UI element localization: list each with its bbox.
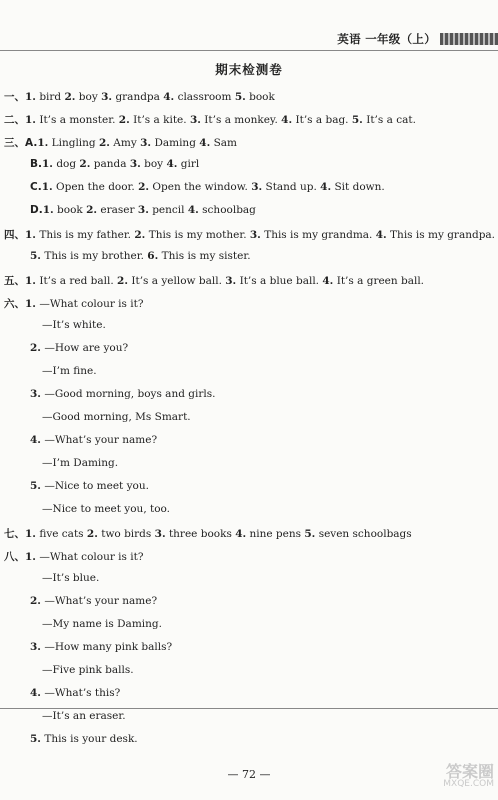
answer-line <box>42 572 494 584</box>
answer-line <box>42 664 494 676</box>
answer-line <box>4 112 494 127</box>
answer-text: It’s a monster. <box>39 114 116 126</box>
answer-text: eraser <box>100 204 135 216</box>
answer-text: three books <box>168 528 232 540</box>
question-label: 三、A. <box>4 137 38 149</box>
answer-line <box>30 342 494 354</box>
answer-text: Open the door. <box>56 181 135 193</box>
answer-text: This is my grandma. <box>264 229 373 241</box>
answer-text: —What’s this? <box>44 687 121 699</box>
item-number: 4. <box>163 91 175 103</box>
answer-text: It’s a monkey. <box>204 114 278 126</box>
answer-text: panda <box>93 158 127 170</box>
question-label: 八、 <box>4 551 25 563</box>
answer-line <box>30 388 494 400</box>
item-number: 3. <box>225 275 237 287</box>
item-number: 4. <box>30 434 41 446</box>
answer-text: —What’s your name? <box>44 434 158 446</box>
question-label: 一、 <box>4 91 25 103</box>
answer-text: nine pens <box>249 528 302 540</box>
answer-line <box>30 204 494 216</box>
answer-line <box>42 365 494 377</box>
answer-text: pencil <box>152 204 185 216</box>
answer-line <box>4 549 494 564</box>
answer-line <box>30 595 494 607</box>
item-number: 4. <box>166 158 178 170</box>
answer-text: Sit down. <box>334 181 385 193</box>
item-number: 4. <box>30 687 41 699</box>
item-number: 3. <box>137 204 149 216</box>
answer-line <box>30 687 494 699</box>
item-number: 2. <box>117 275 128 287</box>
item-number: 4. <box>281 114 293 126</box>
answer-text: This is my mother. <box>148 229 247 241</box>
item-number: 1. <box>25 298 36 310</box>
answer-text: —Good morning, boys and girls. <box>44 388 216 400</box>
watermark-logo: 答案圈 MXQE.COM <box>443 762 494 789</box>
answer-line <box>42 503 494 515</box>
answer-text: Stand up. <box>265 181 317 193</box>
item-number: 5. <box>30 733 41 745</box>
answer-text: book <box>249 91 275 103</box>
answer-text: girl <box>180 158 200 170</box>
answer-line <box>30 158 494 170</box>
answer-text: This is my father. <box>39 229 132 241</box>
answer-text: This is your desk. <box>44 733 138 745</box>
item-number: 2. <box>138 181 150 193</box>
item-number: 3. <box>251 181 263 193</box>
answer-text: grandpa <box>115 91 160 103</box>
answer-text: —What’s your name? <box>44 595 158 607</box>
answer-text: It’s a blue ball. <box>239 275 320 287</box>
answer-line <box>4 227 494 242</box>
answer-line <box>30 733 494 745</box>
item-number: 2. <box>64 91 76 103</box>
answer-text: —Nice to meet you, too. <box>42 503 171 515</box>
item-number: 2. <box>30 342 41 354</box>
answer-text: Open the window. <box>152 181 248 193</box>
answer-text: classroom <box>177 91 232 103</box>
answer-line <box>42 710 494 722</box>
answer-text: —How many pink balls? <box>44 641 173 653</box>
answer-line <box>30 181 494 193</box>
answer-text: —What colour is it? <box>39 298 144 310</box>
answer-text: This is my brother. <box>44 250 144 262</box>
answer-text: seven schoolbags <box>318 528 412 540</box>
item-number: 4. <box>322 275 334 287</box>
answer-text: It’s a bag. <box>295 114 349 126</box>
page-number: — 72 — <box>227 768 271 781</box>
item-number: 6. <box>147 250 159 262</box>
answer-text: schoolbag <box>202 204 256 216</box>
answer-text: Amy <box>113 137 137 149</box>
item-number: 4. <box>320 181 332 193</box>
answer-text: —What colour is it? <box>39 551 144 563</box>
item-number: 3. <box>140 137 152 149</box>
item-number: 5. <box>234 91 246 103</box>
answer-line <box>30 250 494 262</box>
item-number: 3. <box>154 528 166 540</box>
answer-text: It’s a kite. <box>133 114 187 126</box>
item-number: 3. <box>249 229 261 241</box>
answer-text: —It’s an eraser. <box>42 710 126 722</box>
item-number: 3. <box>30 388 41 400</box>
answer-text: —Nice to meet you. <box>44 480 149 492</box>
question-label: 七、 <box>4 528 25 540</box>
footer-rule <box>0 708 498 709</box>
answer-text: Lingling <box>51 137 96 149</box>
answer-line <box>4 89 494 104</box>
question-label: 五、 <box>4 275 25 287</box>
answer-line <box>30 480 494 492</box>
answer-line <box>4 135 494 150</box>
item-number: 2. <box>30 595 41 607</box>
answer-text: —How are you? <box>44 342 129 354</box>
answer-text: boy <box>78 91 98 103</box>
item-number: 1. <box>25 528 36 540</box>
answer-text: It’s a cat. <box>366 114 416 126</box>
answer-text: It’s a red ball. <box>39 275 114 287</box>
item-number: 1. <box>25 91 36 103</box>
item-number: 2. <box>86 204 98 216</box>
answer-text: It’s a yellow ball. <box>131 275 222 287</box>
answer-text: book <box>57 204 83 216</box>
header-decoration <box>440 33 498 45</box>
item-number: 1. <box>25 114 36 126</box>
item-number: 3. <box>30 641 41 653</box>
item-number: 4. <box>187 204 199 216</box>
question-label: D. <box>30 204 43 216</box>
item-number: 5. <box>351 114 363 126</box>
answer-text: dog <box>56 158 77 170</box>
item-number: 3. <box>129 158 141 170</box>
item-number: 1. <box>42 158 53 170</box>
answer-text: This is my grandpa. <box>390 229 496 241</box>
item-number: 1. <box>41 181 53 193</box>
item-number: 1. <box>25 551 36 563</box>
item-number: 2. <box>118 114 130 126</box>
question-label: 四、 <box>4 229 25 241</box>
header-title: 英语 一年级（上） <box>337 32 436 46</box>
item-number: 5. <box>30 250 41 262</box>
answer-text: —My name is Daming. <box>42 618 162 630</box>
answer-text: boy <box>144 158 164 170</box>
answer-text: two birds <box>101 528 152 540</box>
item-number: 2. <box>134 229 146 241</box>
item-number: 5. <box>304 528 316 540</box>
answer-line <box>4 526 494 541</box>
answer-line <box>42 457 494 469</box>
answer-text: —It’s white. <box>42 319 106 331</box>
answer-text: It’s a green ball. <box>336 275 425 287</box>
answer-text: This is my sister. <box>161 250 251 262</box>
page-header <box>0 28 498 50</box>
answer-text: five cats <box>39 528 84 540</box>
answer-text: Sam <box>213 137 237 149</box>
answer-text: —Good morning, Ms Smart. <box>42 411 191 423</box>
item-number: 2. <box>79 158 91 170</box>
answer-line <box>30 641 494 653</box>
answer-line <box>42 411 494 423</box>
item-number: 4. <box>235 528 247 540</box>
item-number: 1. <box>42 204 54 216</box>
answer-line <box>4 273 494 288</box>
question-label: C. <box>30 181 42 193</box>
item-number: 2. <box>86 528 98 540</box>
header-rule <box>0 50 498 51</box>
answer-line <box>4 296 494 311</box>
item-number: 4. <box>199 137 211 149</box>
question-label: 二、 <box>4 114 25 126</box>
answer-text: Daming <box>154 137 196 149</box>
question-label: 六、 <box>4 298 25 310</box>
answer-line <box>42 319 494 331</box>
item-number: 5. <box>30 480 41 492</box>
answer-text: —I’m Daming. <box>42 457 119 469</box>
item-number: 2. <box>98 137 110 149</box>
answer-text: —It’s blue. <box>42 572 100 584</box>
answer-text: bird <box>39 91 62 103</box>
item-number: 4. <box>375 229 387 241</box>
answer-text: —Five pink balls. <box>42 664 134 676</box>
item-number: 1. <box>37 137 49 149</box>
item-number: 1. <box>25 275 36 287</box>
answer-line <box>30 434 494 446</box>
item-number: 3. <box>189 114 201 126</box>
answer-line <box>42 618 494 630</box>
item-number: 3. <box>101 91 113 103</box>
section-title: 期末检测卷 <box>215 62 283 77</box>
question-label: B. <box>30 158 42 170</box>
item-number: 1. <box>25 229 36 241</box>
answer-text: —I’m fine. <box>42 365 97 377</box>
